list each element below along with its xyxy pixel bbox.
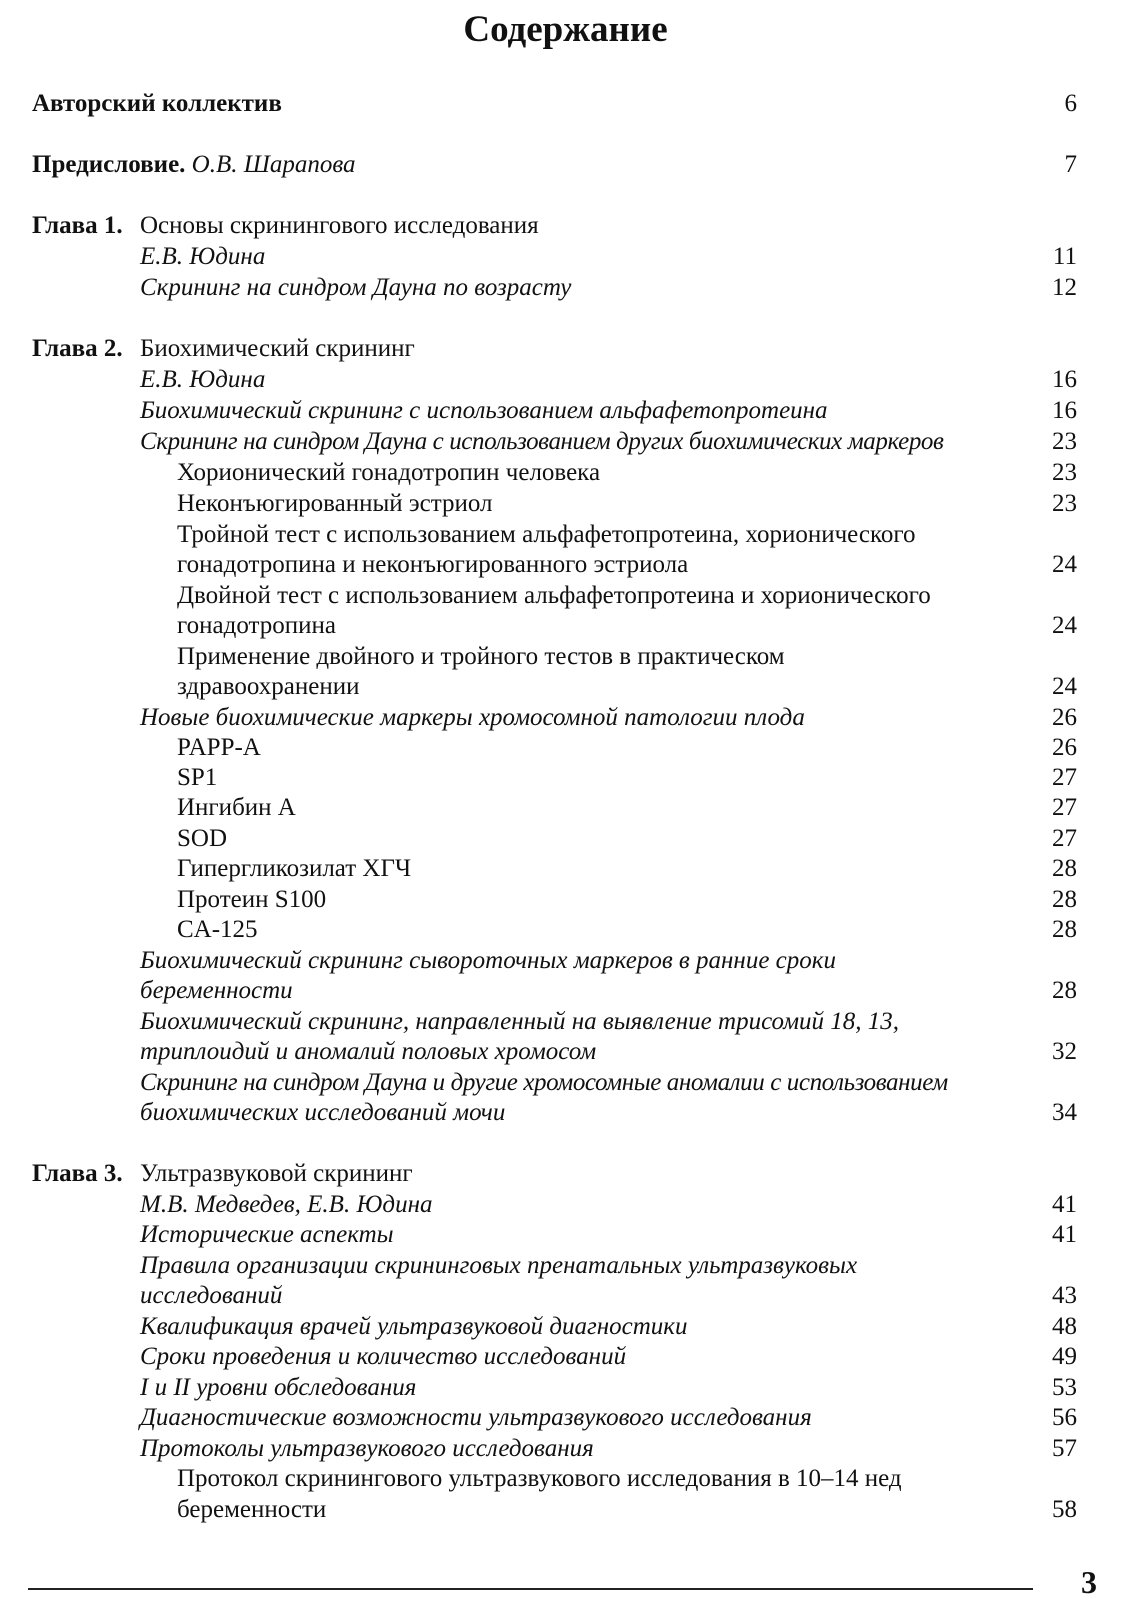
toc-entry[interactable] <box>32 1402 1077 1433</box>
toc-entry[interactable] <box>32 1494 1077 1525</box>
entry-label: Хорионический гонадотропин человека <box>177 459 601 486</box>
entry-label: Применение двойного и тройного тестов в практическом <box>177 643 785 670</box>
entry-author: О.В. Шарапова <box>191 151 356 178</box>
entry-page: 26 <box>1052 734 1077 761</box>
toc-entry[interactable] <box>32 671 1077 702</box>
toc-entry[interactable] <box>32 1311 1077 1342</box>
entry-page: 28 <box>1052 855 1077 882</box>
entry-label: SP1 <box>177 764 218 791</box>
toc-entry[interactable] <box>32 641 1077 672</box>
entry-page: 6 <box>1064 90 1077 117</box>
entry-label: Биохимический скрининг сывороточных маркеров в ранние сроки <box>140 947 836 974</box>
entry-label: Скрининг на синдром Дауна с использованием других биохимических маркеров <box>140 428 944 455</box>
toc-entry[interactable] <box>32 975 1077 1006</box>
entry-page: 53 <box>1052 1374 1077 1401</box>
toc-entry[interactable] <box>32 549 1077 580</box>
entry-page: 34 <box>1052 1099 1077 1126</box>
entry-label: Диагностические возможности ультразвукового исследования <box>140 1404 812 1431</box>
toc-entry[interactable] <box>32 519 1077 550</box>
entry-page: 23 <box>1052 428 1077 455</box>
toc-entry[interactable] <box>32 488 1077 519</box>
toc-entry[interactable] <box>32 1067 1077 1098</box>
entry-page: 23 <box>1052 490 1077 517</box>
entry-label: PAPP-A <box>177 734 261 761</box>
entry-page: 27 <box>1052 794 1077 821</box>
entry-label: Квалификация врачей ультразвуковой диагностики <box>140 1313 688 1340</box>
entry-page: 28 <box>1052 977 1077 1004</box>
footer-rule <box>28 1588 1033 1590</box>
entry-page: 56 <box>1052 1404 1077 1431</box>
toc-entry-authors[interactable] <box>32 88 1077 119</box>
entry-label: здравоохранении <box>177 673 360 700</box>
entry-label: Исторические аспекты <box>140 1221 394 1248</box>
toc-entry[interactable] <box>32 702 1077 733</box>
toc-entry[interactable] <box>32 884 1077 915</box>
entry-label: беременности <box>177 1496 327 1523</box>
entry-label: Протокол скринингового ультразвукового исследования в 10–14 нед <box>177 1465 902 1492</box>
toc-entry[interactable] <box>32 1189 1077 1220</box>
entry-page: 27 <box>1052 825 1077 852</box>
toc-entry[interactable] <box>32 1280 1077 1311</box>
entry-page: 23 <box>1052 459 1077 486</box>
entry-label: I и II уровни обследования <box>140 1374 417 1401</box>
entry-page: 24 <box>1052 551 1077 578</box>
entry-page: 57 <box>1052 1435 1077 1462</box>
entry-page: 41 <box>1052 1221 1077 1248</box>
toc-entry[interactable] <box>32 610 1077 641</box>
entry-page: 48 <box>1052 1313 1077 1340</box>
entry-page: 11 <box>1052 243 1077 270</box>
chapter-heading-2[interactable] <box>32 333 1077 364</box>
toc-entry[interactable] <box>32 1006 1077 1037</box>
entry-label: Новые биохимические маркеры хромосомной патологии плода <box>140 704 805 731</box>
entry-label: Гипергликозилат ХГЧ <box>177 855 412 882</box>
entry-label: беременности <box>140 977 293 1004</box>
toc-entry[interactable] <box>32 426 1077 457</box>
entry-label: CA-125 <box>177 916 258 943</box>
entry-page: 12 <box>1052 274 1077 301</box>
entry-label: биохимических исследований мочи <box>140 1099 506 1126</box>
page-title: Содержание <box>463 9 668 50</box>
toc-entry[interactable] <box>32 732 1077 763</box>
entry-label: Неконъюгированный эстриол <box>177 490 493 517</box>
entry-label: Биохимический скрининг с использованием альфафетопротеина <box>140 397 828 424</box>
toc-entry[interactable] <box>32 823 1077 854</box>
chapter-heading-1[interactable] <box>32 210 1077 241</box>
toc-entry[interactable] <box>32 853 1077 884</box>
entry-label: гонадотропина <box>177 612 336 639</box>
entry-label: Е.В. Юдина <box>140 243 266 270</box>
entry-label: Авторский коллектив <box>32 90 282 117</box>
toc-entry[interactable] <box>32 1036 1077 1067</box>
toc-entry[interactable] <box>32 457 1077 488</box>
toc-entry[interactable] <box>32 364 1077 395</box>
chapter-title: Основы скринингового исследования <box>140 212 539 239</box>
entry-page: 27 <box>1052 764 1077 791</box>
entry-page: 28 <box>1052 916 1077 943</box>
toc-entry[interactable] <box>32 241 1077 272</box>
toc-entry[interactable] <box>32 1341 1077 1372</box>
entry-label: Правила организации скрининговых пренатальных ультразвуковых <box>140 1252 858 1279</box>
entry-page: 32 <box>1052 1038 1077 1065</box>
entry-label: Двойной тест с использованием альфафетопротеина и хорионического <box>177 582 931 609</box>
entry-page: 16 <box>1052 397 1077 424</box>
toc-entry[interactable] <box>32 1250 1077 1281</box>
entry-page: 26 <box>1052 704 1077 731</box>
toc-entry-preface[interactable] <box>32 149 1077 180</box>
toc-entry[interactable] <box>32 395 1077 426</box>
entry-page: 7 <box>1064 151 1077 178</box>
chapter-heading-3[interactable] <box>32 1158 1077 1189</box>
entry-label: Биохимический скрининг, направленный на выявление трисомий 18, 13, <box>140 1008 900 1035</box>
chapter-title: Ультразвуковой скрининг <box>140 1160 413 1187</box>
toc-entry[interactable] <box>32 272 1077 303</box>
entry-label: Е.В. Юдина <box>140 366 266 393</box>
entry-page: 24 <box>1052 673 1077 700</box>
page-number: 3 <box>1081 1564 1097 1600</box>
preface-label-group <box>32 149 356 180</box>
toc-entry[interactable] <box>32 762 1077 793</box>
chapter-title: Биохимический скрининг <box>140 335 415 362</box>
entry-page: 41 <box>1052 1191 1077 1218</box>
chapter-number: Глава 3. <box>32 1160 123 1187</box>
chapter-number: Глава 1. <box>32 212 123 239</box>
toc-entry[interactable] <box>32 1097 1077 1128</box>
toc-entry[interactable] <box>32 914 1077 945</box>
entry-label: Сроки проведения и количество исследований <box>140 1343 627 1370</box>
entry-label: Предисловие. <box>32 151 186 178</box>
entry-label: Скрининг на синдром Дауна и другие хромосомные аномалии с использованием <box>140 1069 948 1096</box>
entry-page: 49 <box>1052 1343 1077 1370</box>
entry-label: исследований <box>140 1282 283 1309</box>
toc-entry[interactable] <box>32 1219 1077 1250</box>
entry-label: триплоидий и аномалий половых хромосом <box>140 1038 597 1065</box>
entry-page: 58 <box>1052 1496 1077 1523</box>
entry-label: Протеин S100 <box>177 886 327 913</box>
entry-label: SOD <box>177 825 228 852</box>
entry-page: 28 <box>1052 886 1077 913</box>
entry-page: 43 <box>1052 1282 1077 1309</box>
entry-label: Тройной тест с использованием альфафетопротеина, хорионического <box>177 521 916 548</box>
entry-label: Скрининг на синдром Дауна по возрасту <box>140 274 572 301</box>
toc-entry[interactable] <box>32 580 1077 611</box>
toc-entry[interactable] <box>32 1433 1077 1464</box>
entry-label: Ингибин А <box>177 794 296 821</box>
toc-entry[interactable] <box>32 1463 1077 1494</box>
toc-entry[interactable] <box>32 1372 1077 1403</box>
chapter-number: Глава 2. <box>32 335 123 362</box>
entry-label: М.В. Медведев, Е.В. Юдина <box>140 1191 433 1218</box>
entry-label: гонадотропина и неконъюгированного эстриола <box>177 551 689 578</box>
toc-entry[interactable] <box>32 945 1077 976</box>
toc-entry[interactable] <box>32 792 1077 823</box>
entry-page: 24 <box>1052 612 1077 639</box>
entry-page: 16 <box>1052 366 1077 393</box>
entry-label: Протоколы ультразвукового исследования <box>140 1435 594 1462</box>
